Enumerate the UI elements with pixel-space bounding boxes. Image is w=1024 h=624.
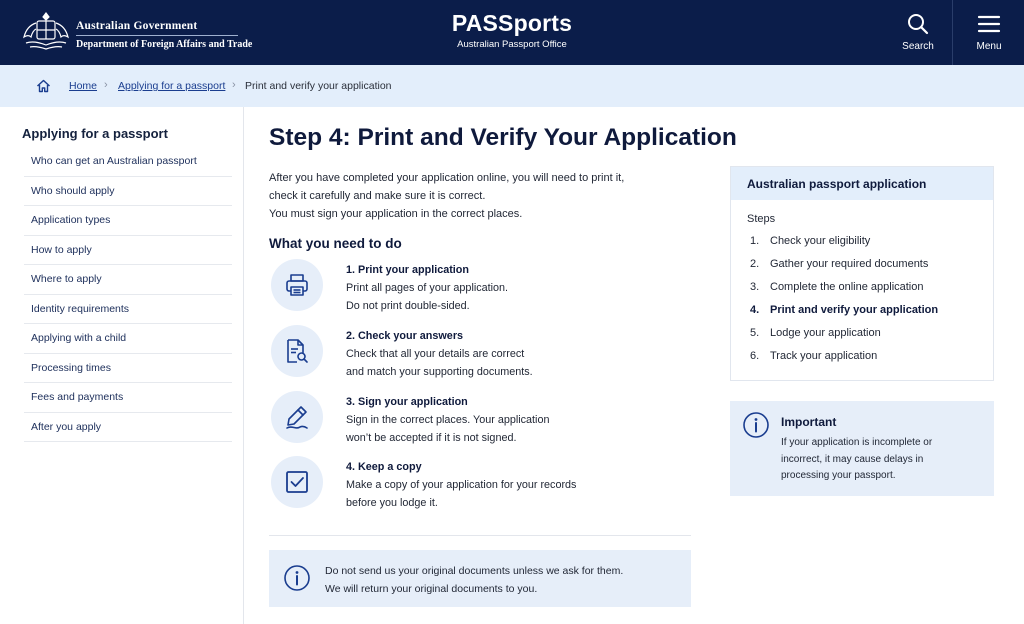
printer-icon (284, 272, 310, 298)
sidebar-item-processing-times[interactable]: Processing times (24, 354, 232, 384)
important-title: Important (781, 415, 837, 429)
search-label: Search (902, 41, 934, 52)
notice-line: We will return your original documents to you. (325, 583, 538, 595)
section-heading: What you need to do (269, 236, 402, 251)
step-label: Track your application (770, 350, 878, 363)
breadcrumb-home-link[interactable]: Home (69, 80, 98, 92)
step-text (346, 393, 549, 447)
sidebar-item-identity-requirements[interactable]: Identity requirements (24, 295, 232, 325)
step-desc: Sign in the correct places. Your application (346, 414, 550, 426)
sidebar-item-who-should-apply[interactable]: Who should apply (24, 177, 232, 207)
step-icon-circle (271, 391, 323, 443)
step-title: 1. Print your application (346, 264, 469, 276)
important-line: incorrect, it may cause delays in (781, 453, 924, 465)
step-desc: before you lodge it. (346, 497, 438, 509)
sidebar-item-fees-payments[interactable]: Fees and payments (24, 383, 232, 413)
step-label: Print and verify your application (770, 304, 939, 317)
step-number: 6. (750, 350, 760, 363)
intro-line: After you have completed your application online, you will need to print it, (269, 172, 625, 184)
menu-button[interactable] (952, 0, 1024, 65)
chevron-right-icon: › (232, 79, 236, 91)
step-desc: and match your supporting documents. (346, 366, 533, 378)
chevron-right-icon: › (104, 79, 108, 91)
site-header (0, 0, 1024, 65)
step-item (269, 456, 689, 516)
important-line: If your application is incomplete or (781, 437, 933, 448)
step-desc: Do not print double-sided. (346, 300, 470, 312)
step-title: 4. Keep a copy (346, 461, 422, 473)
sidebar-title[interactable]: Applying for a passport (22, 126, 168, 141)
steps-item-lodge[interactable] (750, 327, 938, 350)
steps-item-eligibility[interactable] (750, 235, 938, 258)
step-number: 5. (750, 327, 760, 340)
hamburger-menu-icon (977, 12, 1001, 36)
steps-item-online-application[interactable] (750, 281, 938, 304)
step-label: Check your eligibility (770, 235, 871, 247)
sidebar-item-how-to-apply[interactable]: How to apply (24, 236, 232, 266)
step-desc: Make a copy of your application for your records (346, 479, 577, 491)
department-name: Department of Foreign Affairs and Trade (76, 39, 253, 50)
step-item (269, 325, 689, 385)
steps-item-documents[interactable] (750, 258, 938, 281)
steps-label: Steps (747, 213, 776, 225)
sidebar-item-applying-with-child[interactable]: Applying with a child (24, 324, 232, 354)
important-line: processing your passport. (781, 470, 896, 481)
info-icon (742, 411, 770, 439)
important-text (781, 435, 981, 485)
step-text (346, 261, 508, 315)
sidebar-item-after-you-apply[interactable]: After you apply (24, 413, 232, 443)
step-icon-circle (271, 456, 323, 508)
info-icon (283, 564, 311, 592)
documents-notice (269, 550, 691, 607)
step-icon-circle (271, 259, 323, 311)
step-number: 4. (750, 304, 760, 317)
step-title: 3. Sign your application (346, 396, 468, 408)
notice-line: Do not send us your original documents unless we ask for them. (325, 565, 624, 577)
breadcrumb-current: Print and verify your application (245, 80, 392, 92)
sidebar-nav (0, 107, 244, 624)
sidebar-item-who-can-get[interactable]: Who can get an Australian passport (24, 147, 232, 177)
step-desc: won’t be accepted if it is not signed. (346, 432, 517, 444)
step-label: Lodge your application (770, 327, 881, 340)
important-callout (730, 401, 994, 496)
step-label: Gather your required documents (770, 258, 929, 271)
notice-text (325, 562, 623, 598)
application-steps-panel (730, 166, 994, 381)
sidebar-item-where-to-apply[interactable]: Where to apply (24, 265, 232, 295)
steps-item-print-verify-current[interactable] (750, 304, 938, 327)
menu-label: Menu (976, 41, 1002, 52)
intro-line: check it carefully and make sure it is correct. (269, 190, 486, 202)
step-desc: Print all pages of your application. (346, 282, 509, 294)
document-search-icon (284, 338, 310, 364)
steps-panel-title: Australian passport application (731, 167, 993, 200)
breadcrumb (0, 65, 1024, 107)
step-desc: Check that all your details are correct (346, 348, 525, 360)
sidebar-item-application-types[interactable]: Application types (24, 206, 232, 236)
divider (269, 535, 691, 536)
steps-list (750, 235, 938, 374)
steps-item-track[interactable] (750, 350, 938, 373)
intro-line: You must sign your application in the correct places. (269, 208, 523, 220)
step-item (269, 391, 689, 451)
step-title: 2. Check your answers (346, 330, 464, 342)
sidebar-list (24, 147, 232, 442)
step-number: 2. (750, 258, 760, 271)
site-title[interactable]: PASSports (451, 10, 573, 36)
breadcrumb-applying-link[interactable]: Applying for a passport (118, 80, 226, 92)
step-label: Complete the online application (770, 281, 924, 294)
intro-text (269, 169, 689, 223)
search-button[interactable] (882, 0, 954, 65)
site-subtitle: Australian Passport Office (457, 39, 567, 50)
step-text (346, 327, 533, 381)
step-number: 1. (750, 235, 760, 247)
step-text (346, 458, 576, 512)
pen-sign-icon (284, 404, 310, 430)
page-title: Step 4: Print and Verify Your Application (269, 124, 737, 151)
step-icon-circle (271, 325, 323, 377)
government-name: Australian Government (76, 20, 238, 36)
step-item (269, 259, 689, 319)
step-number: 3. (750, 281, 760, 294)
home-icon[interactable] (36, 79, 51, 93)
checkbox-icon (284, 469, 310, 495)
search-icon (906, 12, 930, 36)
